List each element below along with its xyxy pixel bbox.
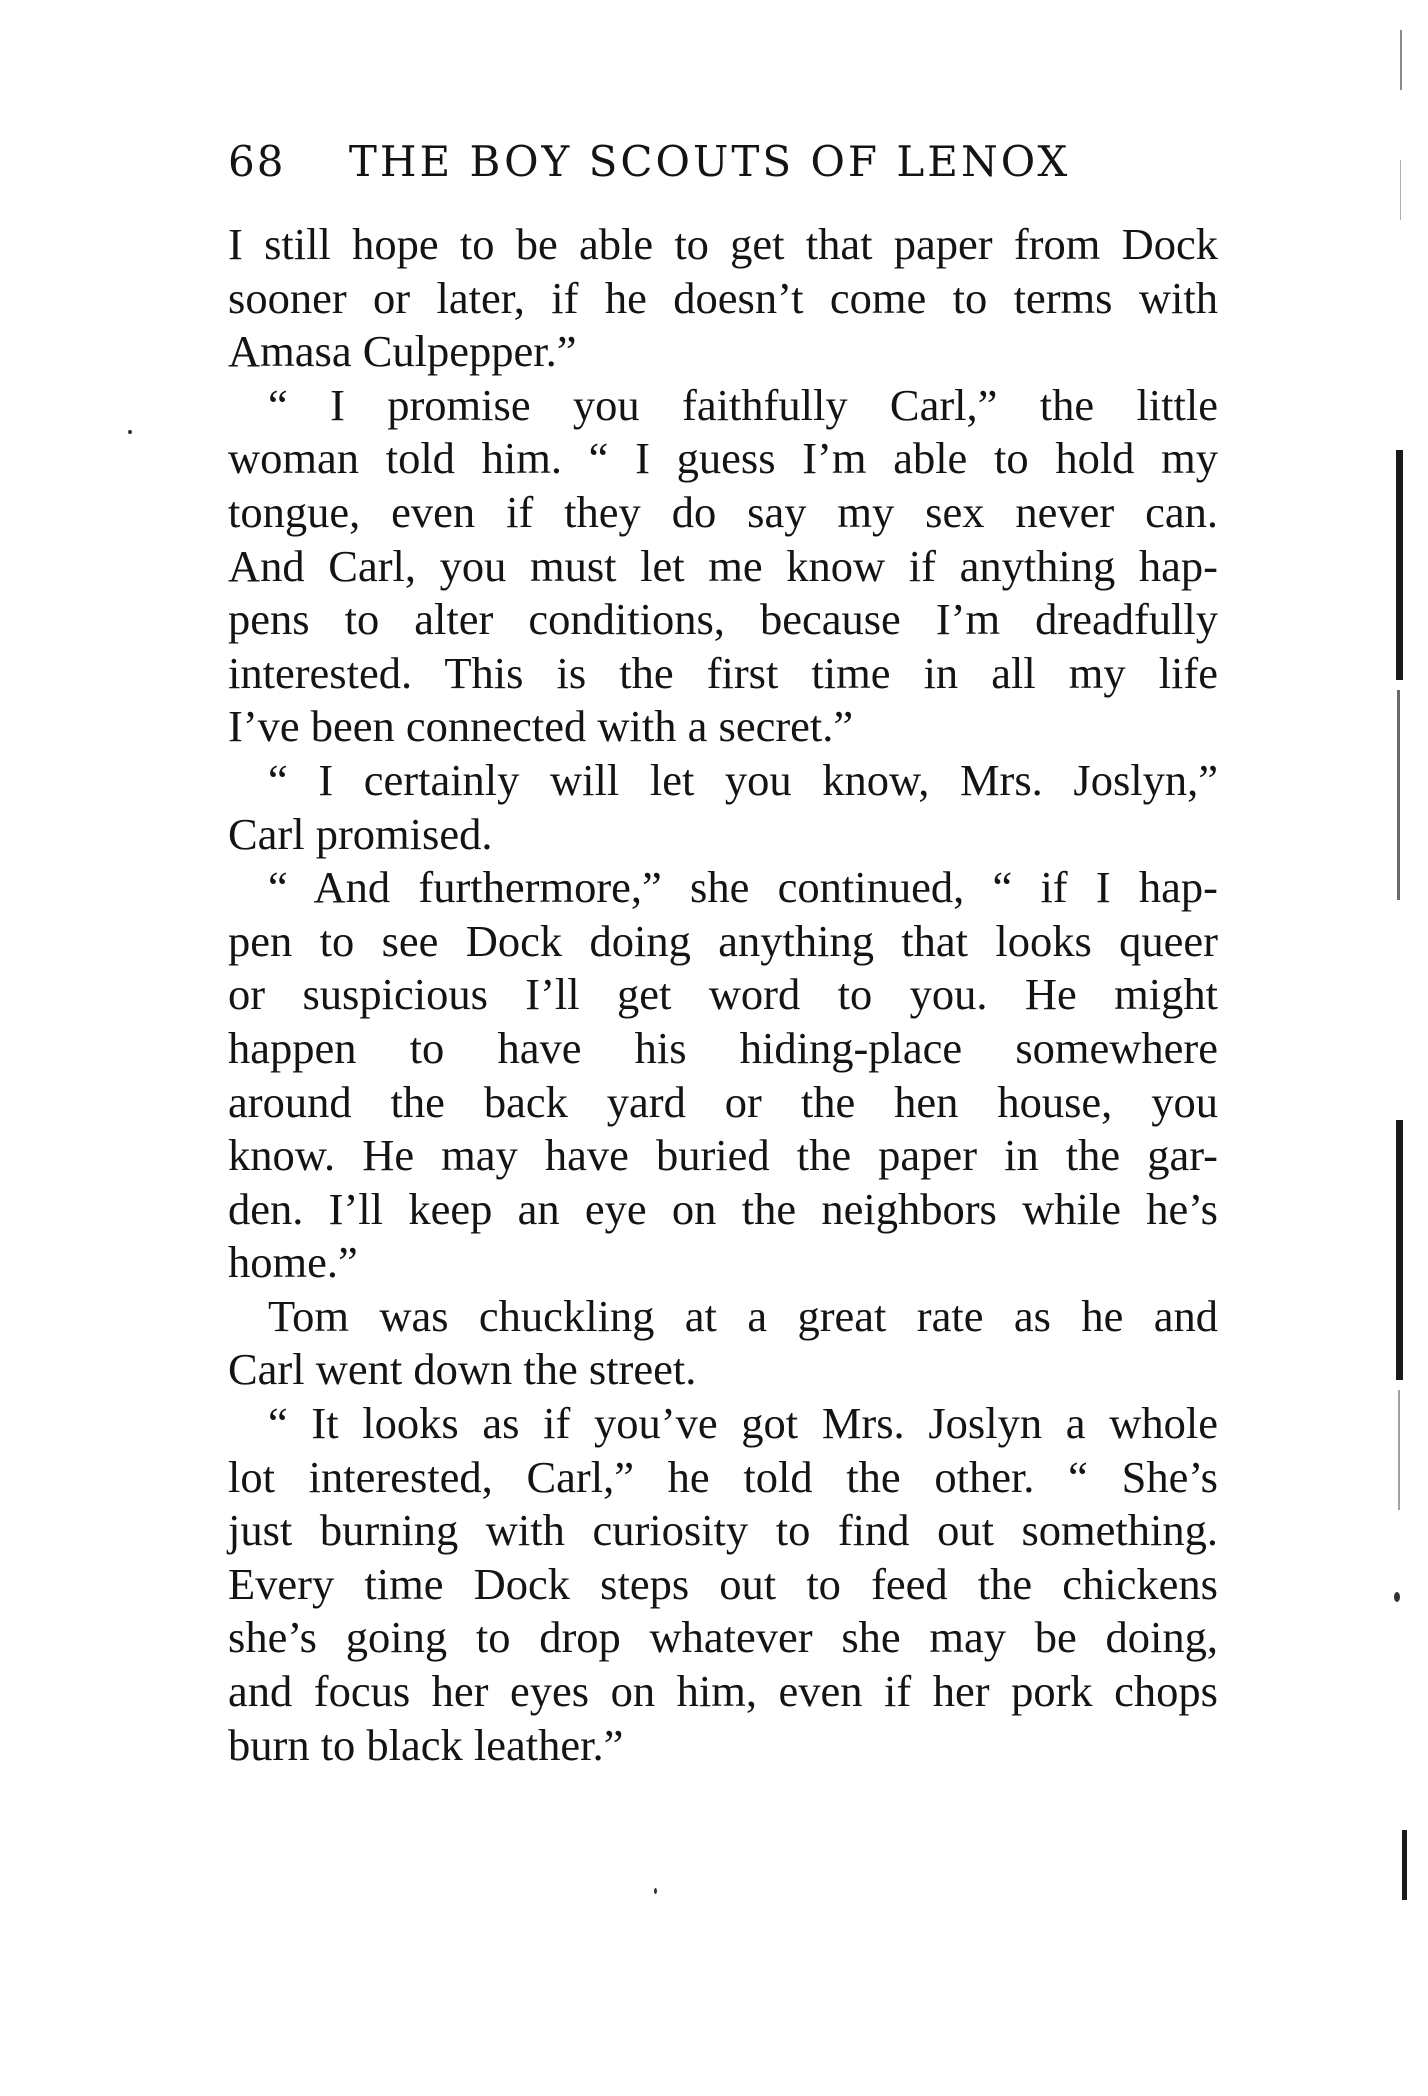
scan-edge-mark bbox=[1397, 690, 1400, 900]
text-line: Carl promised. bbox=[228, 808, 493, 859]
text-line: home.” bbox=[228, 1237, 358, 1288]
text-line: pens to alter conditions, because I’m dreadfully bbox=[228, 594, 1218, 645]
text-line: tongue, even if they do say my sex never can. bbox=[228, 486, 1218, 537]
scan-edge-mark bbox=[1400, 30, 1402, 90]
text-line: “ I promise you faithfully Carl,” the little bbox=[268, 379, 1218, 430]
running-head bbox=[228, 132, 1228, 192]
text-line: around the back yard or the hen house, you bbox=[228, 1076, 1218, 1127]
text-line: just burning with curiosity to find out something. bbox=[228, 1505, 1218, 1556]
text-line: I still hope to be able to get that paper from Dock bbox=[228, 219, 1218, 269]
text-line: And Carl, you must let me know if anything hap- bbox=[228, 540, 1218, 591]
text-line: burn to black leather.” bbox=[228, 1719, 624, 1770]
text-line: Every time Dock steps out to feed the chickens bbox=[228, 1558, 1218, 1609]
text-line: know. He may have buried the paper in the gar- bbox=[228, 1130, 1218, 1181]
text-line: happen to have his hiding-place somewhere bbox=[228, 1022, 1218, 1073]
text-line: or suspicious I’ll get word to you. He might bbox=[228, 969, 1218, 1020]
scan-speck bbox=[128, 430, 132, 434]
text-line: “ I certainly will let you know, Mrs. Joslyn,” bbox=[268, 754, 1218, 805]
text-line: and focus her eyes on him, even if her pork chops bbox=[228, 1666, 1218, 1717]
text-line: pen to see Dock doing anything that looks queer bbox=[228, 915, 1218, 966]
book-title: THE BOY SCOUTS OF LENOX bbox=[348, 137, 1071, 186]
text-line: Amasa Culpepper.” bbox=[228, 326, 577, 377]
scan-edge-mark bbox=[1396, 1120, 1403, 1380]
page-number: 68 bbox=[228, 137, 286, 186]
text-line: Tom was chuckling at a great rate as he and bbox=[268, 1290, 1218, 1341]
text-line: woman told him. “ I guess I’m able to hold my bbox=[228, 433, 1218, 484]
text-line: I’ve been connected with a secret.” bbox=[228, 701, 854, 752]
scan-edge-mark bbox=[1396, 450, 1403, 680]
text-line: den. I’ll keep an eye on the neighbors while he’s bbox=[228, 1183, 1218, 1234]
text-line: she’s going to drop whatever she may be doing, bbox=[228, 1612, 1218, 1663]
scan-edge-mark bbox=[1398, 1390, 1400, 1510]
scan-edge-mark bbox=[1400, 160, 1401, 220]
scan-edge-mark bbox=[1402, 1830, 1407, 1900]
text-line: “ And furthermore,” she continued, “ if I hap- bbox=[268, 862, 1218, 913]
scan-speck bbox=[654, 1888, 657, 1894]
scan-speck bbox=[1394, 1592, 1400, 1602]
text-line: sooner or later, if he doesn’t come to terms with bbox=[228, 272, 1218, 323]
text-line: Carl went down the street. bbox=[228, 1344, 697, 1395]
body-text bbox=[228, 218, 1218, 1772]
text-line: interested. This is the first time in all my life bbox=[228, 647, 1218, 698]
text-line: lot interested, Carl,” he told the other. “ She’s bbox=[228, 1451, 1218, 1502]
text-line: “ It looks as if you’ve got Mrs. Joslyn a whole bbox=[268, 1398, 1218, 1449]
